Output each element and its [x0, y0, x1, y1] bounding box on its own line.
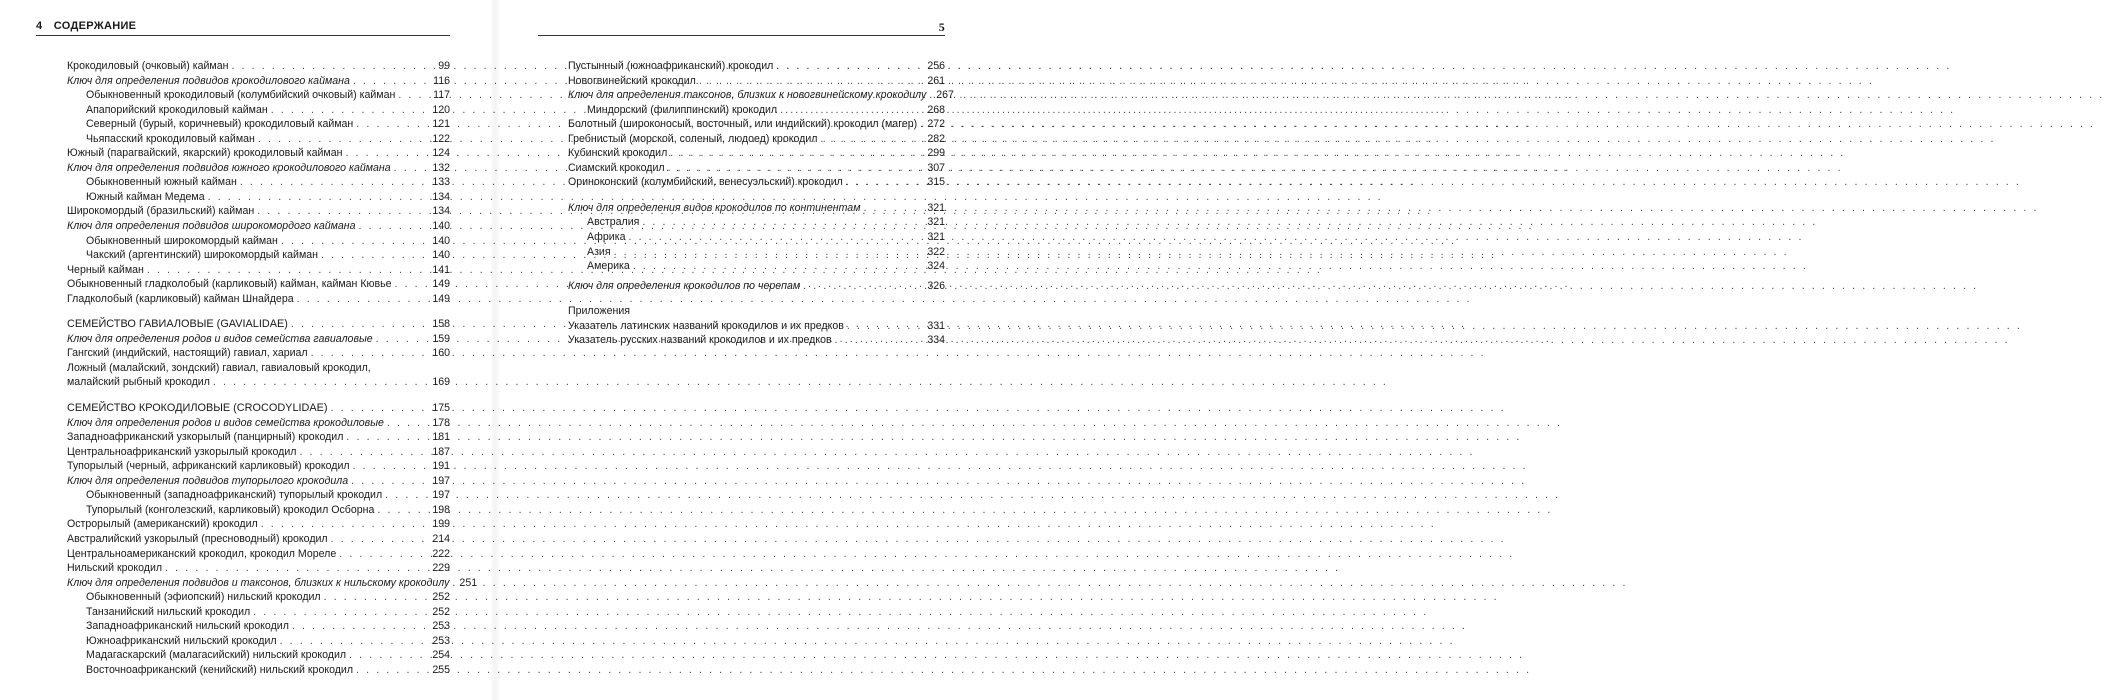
toc-page-number: 252	[432, 591, 450, 604]
toc-key-entry	[67, 576, 478, 591]
toc-entry	[67, 619, 450, 634]
toc-entry	[67, 663, 450, 678]
toc-entry-title: Гангский (индийский, настоящий) гавиал, хариал	[67, 347, 308, 360]
toc-entry-title: Африка	[587, 231, 626, 244]
toc-page-number: 253	[432, 634, 450, 647]
toc-entry-title: Тупорылый (конголезский, карликовый) крокодил Осборна	[86, 503, 375, 516]
toc-entry	[67, 561, 450, 576]
toc-entry-title: Ключ для определения подвидов крокодилового каймана	[67, 74, 350, 87]
toc-entry-title: Азия	[587, 245, 611, 258]
toc-entry-title: Южный (парагвайский, якарский) крокодиловый кайман	[67, 147, 343, 160]
toc-page-number: 178	[432, 416, 450, 429]
toc-page-number: 134	[432, 205, 450, 218]
toc-entry-title: Австралийский узкорылый (пресноводный) крокодил	[67, 532, 328, 545]
toc-entry-title: Обыкновенный крокодиловый (колумбийский очковый) кайман	[86, 89, 396, 102]
toc-entry-title: Западноафриканский нильский крокодил	[86, 620, 289, 633]
toc-entry	[67, 648, 450, 663]
toc-page-number: 254	[432, 649, 450, 662]
toc-entry	[67, 590, 450, 605]
toc-entry	[568, 117, 945, 132]
toc-entry	[67, 346, 450, 361]
toc-page-number: 149	[432, 292, 450, 305]
toc-entry	[568, 333, 945, 348]
toc-entry	[67, 248, 450, 263]
toc-page-number: 169	[432, 376, 450, 389]
dot-leader	[776, 59, 926, 74]
left-running-head	[36, 20, 136, 32]
dot-leader	[253, 605, 431, 620]
toc-entry	[67, 88, 450, 103]
toc-entry	[67, 517, 450, 532]
dot-leader	[780, 103, 926, 118]
dot-leader	[311, 346, 432, 361]
toc-entry-title: Центральноафриканский узкорылый крокодил	[67, 445, 297, 458]
toc-key-entry	[67, 74, 450, 89]
dot-leader	[258, 132, 431, 147]
toc-entry	[67, 292, 450, 307]
dot-leader	[377, 503, 431, 518]
toc-page-number: 326	[927, 279, 945, 292]
toc-entry-title: Чакский (аргентинский) широкомордый кайман	[86, 249, 318, 262]
toc-page-number: 321	[927, 216, 945, 229]
toc-entry-title: СЕМЕЙСТВО ГАВИАЛОВЫЕ (GAVIALIDAE)	[67, 318, 288, 331]
dot-leader	[699, 74, 926, 89]
toc-page-number: 140	[432, 249, 450, 262]
running-head-title: СОДЕРЖАНИЕ	[53, 20, 137, 32]
toc-page-number: 282	[927, 132, 945, 145]
toc-entry-title: Указатель русских названий крокодилов и их предков	[568, 334, 832, 347]
toc-entry-title: Тупорылый (черный, африканский карликовый) крокодил	[67, 460, 350, 473]
toc-page-number: 117	[433, 89, 450, 102]
toc-key-entry	[67, 474, 450, 489]
dot-leader	[240, 175, 431, 190]
toc-section-heading	[67, 317, 450, 332]
dot-leader	[291, 317, 431, 332]
toc-entry-title: Центральноамериканский крокодил, крокодил Мореле	[67, 547, 337, 560]
dot-leader	[349, 648, 431, 663]
toc-entry	[67, 361, 450, 376]
right-running-head	[939, 20, 945, 35]
toc-page-number: 116	[433, 74, 450, 87]
toc-page-number: 121	[432, 118, 450, 131]
toc-page-number: 253	[432, 620, 450, 633]
toc-page-number: 268	[927, 103, 945, 116]
toc-page-number: 315	[927, 176, 945, 189]
toc-page-number: 222	[432, 547, 450, 560]
toc-page-number: 140	[432, 234, 450, 247]
dot-leader	[346, 430, 431, 445]
toc-entry	[67, 175, 450, 190]
toc-entry	[568, 175, 945, 190]
toc-page-number: 251	[459, 576, 478, 589]
toc-entry	[67, 277, 450, 292]
dot-leader	[231, 59, 437, 74]
toc-key-entry	[568, 201, 945, 216]
toc-entry	[67, 103, 450, 118]
dot-leader	[324, 590, 432, 605]
dot-leader	[847, 319, 926, 334]
toc-entry	[67, 459, 450, 474]
toc-page-number: 124	[432, 147, 450, 160]
toc-page-number: 267	[936, 89, 954, 102]
toc-entry-title: Указатель латинских названий крокодилов и их предков	[568, 319, 844, 332]
toc-page-number: 159	[432, 332, 450, 345]
toc-page-number: 197	[432, 489, 450, 502]
toc-entry	[568, 74, 945, 89]
toc-entry-title: Острорылый (американский) крокодил	[67, 518, 258, 531]
toc-page-number: 321	[927, 231, 945, 244]
toc-entry-title: Обыкновенный широкомордый кайман	[86, 234, 278, 247]
toc-key-entry	[568, 279, 945, 294]
toc-entry-title: Ключ для определения подвидов и таксонов, близких к нильскому крокодилу	[67, 576, 450, 589]
toc-entry-title: Пустынный (южноафриканский) крокодил	[568, 60, 774, 72]
toc-page-number: 334	[927, 334, 945, 347]
toc-page-number: 255	[432, 663, 450, 676]
dot-leader	[339, 547, 431, 562]
toc-page-number: 321	[927, 201, 945, 214]
toc-page-number: 149	[432, 278, 450, 291]
toc-page-number: 299	[927, 147, 945, 160]
toc-key-entry	[568, 88, 954, 103]
right-page-number: 5	[938, 20, 945, 34]
toc-entry	[67, 547, 450, 562]
left-header-rule	[36, 35, 450, 36]
toc-entry-title: Западноафриканский узкорылый (панцирный) крокодил	[67, 431, 344, 444]
toc-entry-title: Южный кайман Медема	[86, 190, 205, 203]
toc-entry	[67, 117, 450, 132]
dot-leader	[297, 292, 432, 307]
toc-entry-title: Болотный (широконосый, восточный, или индийский) крокодил (магер)	[568, 118, 918, 131]
toc-entry-title: Ключ для определения родов и видов семейства крокодиловые	[67, 416, 384, 429]
dot-leader	[271, 103, 432, 118]
toc-entry	[568, 259, 945, 274]
toc-entry	[568, 215, 945, 230]
toc-page-number: 140	[432, 220, 450, 233]
right-header-rule	[538, 35, 945, 36]
toc-entry	[67, 234, 450, 249]
toc-page-number: 229	[432, 562, 450, 575]
dot-leader	[353, 459, 432, 474]
toc-page-number: 261	[927, 74, 945, 87]
dot-leader	[356, 663, 431, 678]
dot-leader	[280, 634, 432, 649]
dot-leader	[281, 234, 431, 249]
toc-entry-title: Ключ для определения таксонов, близких к новогвинейскому крокодилу	[568, 89, 927, 102]
toc-page-number: 175	[432, 402, 450, 415]
toc-entry-title: малайский рыбный крокодил	[67, 376, 210, 389]
toc-entry-title: Ориноконский (колумбийский, венесуэльский) крокодил	[568, 176, 843, 189]
toc-page-number: 322	[927, 245, 945, 258]
toc-page-number: 134	[432, 190, 450, 203]
dot-leader	[208, 190, 432, 205]
toc-page-number: 160	[432, 347, 450, 360]
toc-entry-title: Северный (бурый, коричневый) крокодиловый кайман	[86, 118, 354, 131]
toc-entry-title: Гребнистый (морской, соленый, людоед) крокодил	[568, 132, 818, 145]
toc-section-heading	[67, 401, 450, 416]
dot-leader	[292, 619, 431, 634]
toc-key-entry	[67, 161, 450, 176]
toc-page-number: 99	[438, 60, 450, 72]
toc-entry	[67, 430, 450, 445]
dot-leader	[846, 175, 926, 190]
dot-leader	[398, 88, 432, 103]
toc-page-number: 187	[432, 445, 450, 458]
toc-entry-title: Америка	[587, 260, 630, 273]
dot-leader	[614, 245, 927, 260]
toc-page-number: 122	[432, 132, 450, 145]
dot-leader	[261, 517, 432, 532]
toc-entry-title: СЕМЕЙСТВО КРОКОДИЛОВЫЕ (CROCODYLIDAE)	[67, 402, 328, 415]
toc-entry-title: Восточноафриканский (кенийский) нильский крокодил	[86, 663, 354, 676]
toc-entry-title: Обыкновенный гладколобый (карликовый) кайман, кайман Кювье	[67, 278, 392, 291]
toc-entry-title: Кубинский крокодил	[568, 147, 668, 160]
toc-entry-title: Ключ для определения подвидов южного крокодилового каймана	[67, 161, 391, 174]
toc-entry	[67, 634, 450, 649]
toc-entry-title: Австралия	[587, 216, 640, 229]
toc-entry	[568, 161, 945, 176]
dot-leader	[321, 248, 431, 263]
toc-entry-title: Обыкновенный (эфиопский) нильский крокодил	[86, 591, 321, 604]
toc-entry-title: Южноафриканский нильский крокодил	[86, 634, 277, 647]
toc-page-number: 256	[927, 60, 945, 72]
toc-page-number: 214	[432, 532, 450, 545]
dot-leader	[628, 230, 926, 245]
toc-entry	[67, 59, 450, 74]
toc-entry	[568, 304, 945, 319]
toc-page-number: 324	[927, 260, 945, 273]
toc-page-number: 252	[432, 605, 450, 618]
toc-entry	[67, 532, 450, 547]
toc-entry	[67, 605, 450, 620]
dot-leader	[356, 117, 431, 132]
toc-entry-title: Гладколобый (карликовый) кайман Шнайдера	[67, 292, 294, 305]
right-toc-list	[568, 59, 954, 348]
toc-entry-title: Обыкновенный южный кайман	[86, 176, 237, 189]
toc-page-number: 191	[432, 460, 450, 473]
toc-key-entry	[67, 416, 450, 431]
toc-entry-title: Апапорийский крокодиловый кайман	[86, 103, 268, 116]
toc-page-number: 199	[432, 518, 450, 531]
toc-entry	[67, 375, 450, 390]
toc-entry	[568, 59, 945, 74]
toc-entry	[67, 488, 450, 503]
dot-leader	[353, 74, 432, 89]
toc-entry-title: Ложный (малайский, зондский) гавиал, гавиаловый крокодил,	[67, 361, 371, 374]
dot-leader	[359, 219, 432, 234]
dot-leader	[803, 279, 926, 294]
toc-entry-title: Ключ для определения крокодилов по черепам	[568, 279, 801, 292]
toc-entry-title: Танзанийский нильский крокодил	[86, 605, 251, 618]
toc-entry-title: Нильский крокодил	[67, 562, 163, 575]
dot-leader	[213, 375, 431, 390]
toc-key-entry	[67, 332, 450, 347]
toc-entry	[568, 103, 945, 118]
toc-entry	[67, 190, 450, 205]
toc-key-entry	[67, 219, 450, 234]
toc-page-number: 181	[432, 431, 450, 444]
toc-page-number: 331	[927, 319, 945, 332]
toc-page-number: 272	[927, 118, 945, 131]
toc-entry-title: Обыкновенный (западноафриканский) тупорылый крокодил	[86, 489, 383, 502]
right-page	[495, 0, 990, 700]
toc-page-number: 158	[432, 318, 450, 331]
toc-entry-title: Мадагаскарский (малагасийский) нильский крокодил	[86, 649, 347, 662]
toc-page-number: 307	[927, 161, 945, 174]
left-page-number: 4	[36, 20, 43, 32]
dot-leader	[257, 204, 431, 219]
toc-entry-title: Ключ для определения подвидов широкомордого каймана	[67, 220, 356, 233]
dot-leader	[668, 161, 927, 176]
toc-entry-title: Сиамский крокодил	[568, 161, 665, 174]
toc-page-number: 198	[432, 503, 450, 516]
toc-entry	[568, 245, 945, 260]
toc-entry-title: Чьяпасский крокодиловый кайман	[86, 132, 255, 145]
toc-entry-title: Широкомордый (бразильский) кайман	[67, 205, 255, 218]
dot-leader	[642, 215, 926, 230]
dot-leader	[147, 263, 431, 278]
toc-page-number: 197	[432, 474, 450, 487]
left-page	[0, 0, 495, 700]
toc-entry	[67, 132, 450, 147]
toc-entry-title: Приложения	[568, 305, 630, 318]
toc-page-number: 132	[432, 161, 450, 174]
toc-entry-title: Миндорский (филиппинский) крокодил	[587, 103, 778, 116]
toc-entry-title: Крокодиловый (очковый) кайман	[67, 60, 229, 72]
dot-leader	[835, 333, 927, 348]
dot-leader	[820, 132, 926, 147]
toc-entry-title: Ключ для определения подвидов тупорылого крокодила	[67, 474, 349, 487]
toc-entry-title: Черный кайман	[67, 263, 144, 276]
toc-page-number: 141	[432, 263, 450, 276]
toc-page-number: 133	[432, 176, 450, 189]
toc-entry-title: Ключ для определения родов и видов семейства гавиаловые	[67, 332, 373, 345]
dot-leader	[633, 259, 927, 274]
toc-entry-title: Ключ для определения видов крокодилов по континентам	[568, 201, 861, 214]
toc-entry	[568, 230, 945, 245]
dot-leader	[395, 277, 432, 292]
dot-leader	[394, 161, 432, 176]
dot-leader	[299, 445, 431, 460]
toc-entry	[67, 445, 450, 460]
toc-entry	[568, 146, 945, 161]
toc-entry	[568, 132, 945, 147]
toc-entry-title: Новогвинейский крокодил	[568, 74, 696, 87]
left-toc-list	[67, 59, 478, 677]
dot-leader	[345, 146, 431, 161]
dot-leader	[385, 488, 431, 503]
dot-leader	[376, 332, 432, 347]
toc-entry	[67, 503, 450, 518]
toc-entry	[67, 204, 450, 219]
toc-entry	[67, 146, 450, 161]
dot-leader	[351, 474, 431, 489]
toc-entry	[67, 263, 450, 278]
toc-entry	[568, 319, 945, 334]
dot-leader	[863, 201, 926, 216]
dot-leader	[387, 416, 431, 431]
dot-leader	[331, 532, 432, 547]
dot-leader	[670, 146, 926, 161]
dot-leader	[331, 401, 432, 416]
toc-page-number: 120	[432, 103, 450, 116]
dot-leader	[165, 561, 431, 576]
